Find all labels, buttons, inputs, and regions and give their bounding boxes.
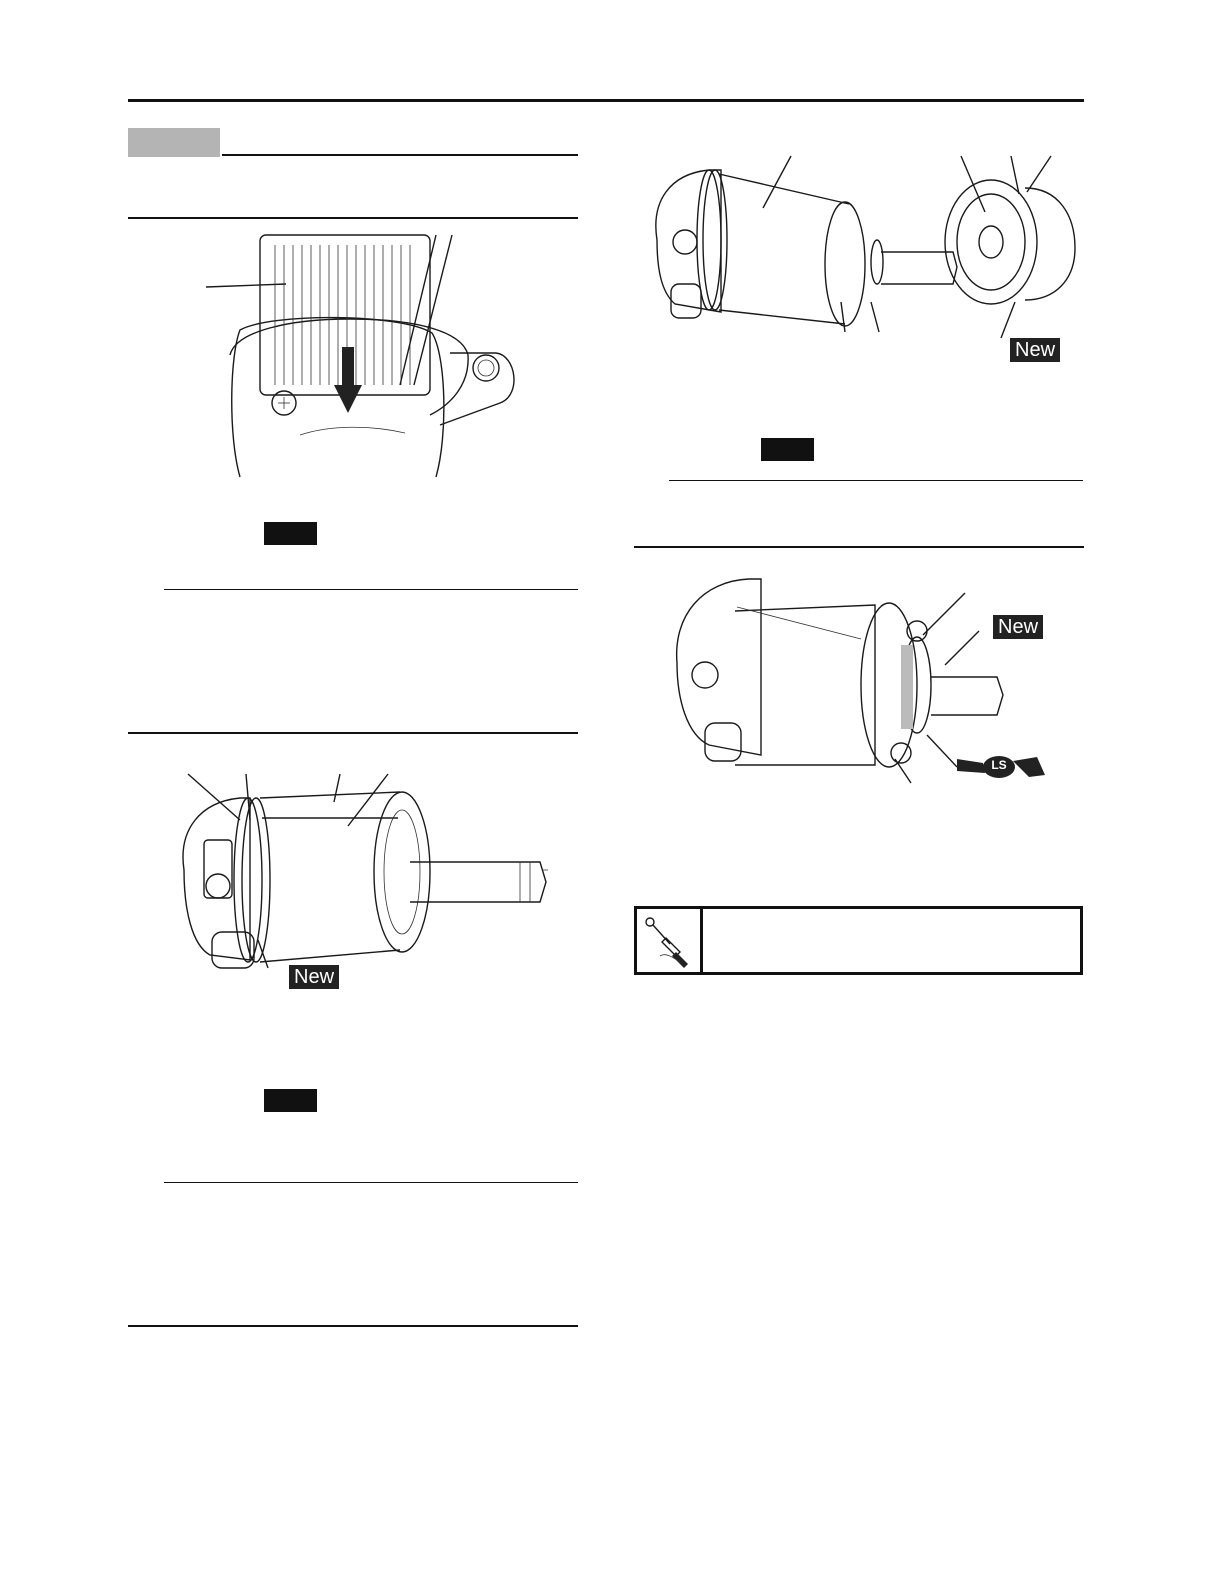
new-part-tag-1: New — [289, 965, 339, 989]
figure-yoke-orings — [170, 770, 560, 995]
step-rule-4 — [634, 546, 1084, 548]
grease-gun-icon — [640, 912, 696, 970]
new-part-tag-3: New — [993, 615, 1043, 639]
caution-tag-3 — [761, 438, 814, 461]
caution-tag-1 — [264, 522, 317, 545]
step-rule-1 — [128, 217, 578, 219]
section-heading-rule — [222, 154, 578, 156]
note-rule-2 — [164, 1182, 578, 1183]
note-rule-1 — [164, 589, 578, 590]
lubricant-ls-label: LS — [991, 758, 1007, 772]
new-part-tag-2: New — [1010, 338, 1060, 362]
caution-tag-2 — [264, 1089, 317, 1112]
figure-front-cover — [645, 152, 1085, 347]
step-rule-2 — [128, 732, 578, 734]
figure-armature-insert — [200, 235, 530, 480]
section-tab — [128, 128, 220, 157]
header-rule — [128, 99, 1084, 102]
lubricant-spec-divider — [700, 906, 703, 975]
figure-assembled-motor — [665, 575, 1060, 785]
step-rule-3 — [128, 1325, 578, 1327]
note-rule-3 — [669, 480, 1083, 481]
